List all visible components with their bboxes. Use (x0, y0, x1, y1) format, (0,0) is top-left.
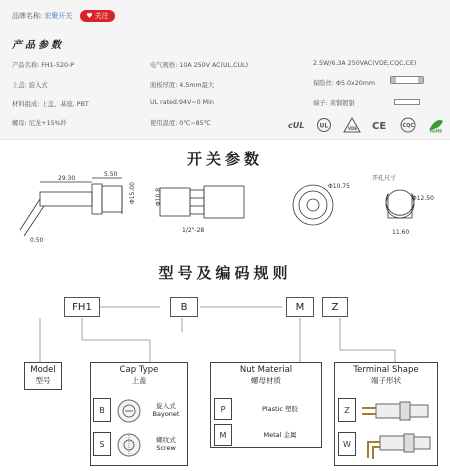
cert-logos (286, 116, 446, 134)
cap-option-b-text (145, 402, 187, 418)
spec-electrical: 电气规格: 10A 250V AC(UL,CUL) (150, 62, 249, 69)
category-nut-cn: 螺母材质 (251, 376, 281, 385)
bayonet-cap-icon (116, 398, 142, 424)
spec-temperature: 使用温度: 0℃~85℃ (150, 120, 211, 127)
spec-fuse: 保险丝: Φ5.0x20mm (313, 80, 375, 87)
svg-text:VDE: VDE (348, 126, 358, 131)
nut-option-p-code: P (214, 398, 232, 420)
heart-icon: ♥ (86, 12, 93, 20)
svg-text:CQC: CQC (402, 123, 415, 129)
cap-option-s-cn: 螺纹式 (156, 436, 176, 444)
dim-length-a: 29.30 (58, 175, 76, 182)
cap-option-b-code: B (93, 398, 111, 422)
category-model-en: Model (30, 365, 56, 375)
dimension-drawing (0, 170, 450, 260)
spec-cap: 上盖: 旋入式 (12, 82, 48, 89)
vde-cert-icon (342, 116, 362, 134)
cap-option-s-code: S (93, 432, 111, 456)
dim-dia-b: Φ10.8 (155, 187, 162, 206)
spec-panel-thickness: 面板厚度: 4.5mm最大 (150, 82, 215, 89)
spec-material: 材料组成: 上盖、基座, PBT (12, 101, 89, 108)
spec-ul-rating: UL rated:94V~0 Min (150, 99, 214, 106)
ce-cert-icon (370, 116, 390, 134)
ul-recognized-icon (314, 116, 334, 134)
category-cap-cn: 上盖 (131, 376, 147, 385)
bent-terminal-icon (360, 432, 434, 462)
spec-nut: 螺母: 尼龙+15%纤 (12, 120, 67, 127)
dim-dia-a: Φ15.00 (129, 182, 136, 204)
code-terminal: Z (322, 297, 348, 317)
dim-hole-dia: Φ12.50 (412, 195, 434, 202)
nut-option-m-code: M (214, 424, 232, 446)
category-cap-en: Cap Type (119, 365, 159, 375)
dim-dia-face: Φ10.75 (328, 183, 350, 190)
rohs-cert-icon (426, 116, 446, 134)
cap-option-s-en: Screw (156, 444, 176, 452)
spec-terminal: 端子: 黄铜镀银 (313, 100, 355, 107)
dim-length-b: 5.50 (104, 171, 118, 178)
cap-option-b-cn: 旋入式 (156, 402, 176, 410)
dim-hole-flat: 11.60 (392, 229, 410, 236)
brand-name-link[interactable]: 宏聚开关 (44, 12, 73, 20)
cap-option-s-text (145, 436, 187, 452)
cap-option-b-en: Bayonet (152, 410, 180, 418)
ul-cert-icon (286, 116, 306, 134)
svg-text:UL: UL (319, 122, 329, 130)
spec-rating-2: 2.5W/6.3A 250VAC(VDE,CQC,CE) (313, 60, 417, 67)
category-terminal-cn: 端子形状 (371, 376, 401, 385)
category-model (24, 362, 62, 390)
cqc-cert-icon (398, 116, 418, 134)
brand-label: 品牌名称: (12, 12, 43, 20)
terminal-option-w-code: W (338, 432, 356, 456)
model-rule-title: 型号及编码规则 (158, 264, 292, 282)
category-model-cn: 型号 (35, 376, 51, 385)
follow-label: 关注 (94, 12, 109, 20)
switch-params-title: 开关参数 (186, 150, 263, 168)
code-cap: B (170, 297, 198, 317)
svg-text:cUL: cUL (288, 121, 305, 130)
spec-product-name: 产品名称: FH1-520-P (12, 62, 75, 69)
hole-size-title: 开孔尺寸 (372, 175, 397, 182)
straight-terminal-icon (360, 398, 434, 424)
category-terminal-en: Terminal Shape (353, 365, 419, 375)
category-nut-en: Nut Material (239, 365, 293, 375)
nut-option-p-label: Plastic 塑胶 (261, 405, 299, 413)
terminal-option-z-code: Z (338, 398, 356, 422)
code-model: FH1 (64, 297, 100, 317)
dim-thread: 1/2"-28 (182, 227, 205, 234)
product-params-title: 产品参数 (12, 40, 64, 51)
dim-pin: 0.50 (30, 237, 44, 244)
brand-row (12, 10, 115, 22)
svg-text:RoHS: RoHS (430, 128, 443, 133)
code-nut: M (286, 297, 314, 317)
terminal-icon (394, 99, 420, 105)
fuse-icon (390, 76, 424, 84)
svg-text:CE: CE (372, 121, 387, 132)
nut-option-m-label: Metal 金属 (263, 431, 297, 439)
screw-cap-icon (116, 432, 142, 458)
product-info-panel (0, 0, 450, 140)
follow-button[interactable] (80, 10, 114, 22)
